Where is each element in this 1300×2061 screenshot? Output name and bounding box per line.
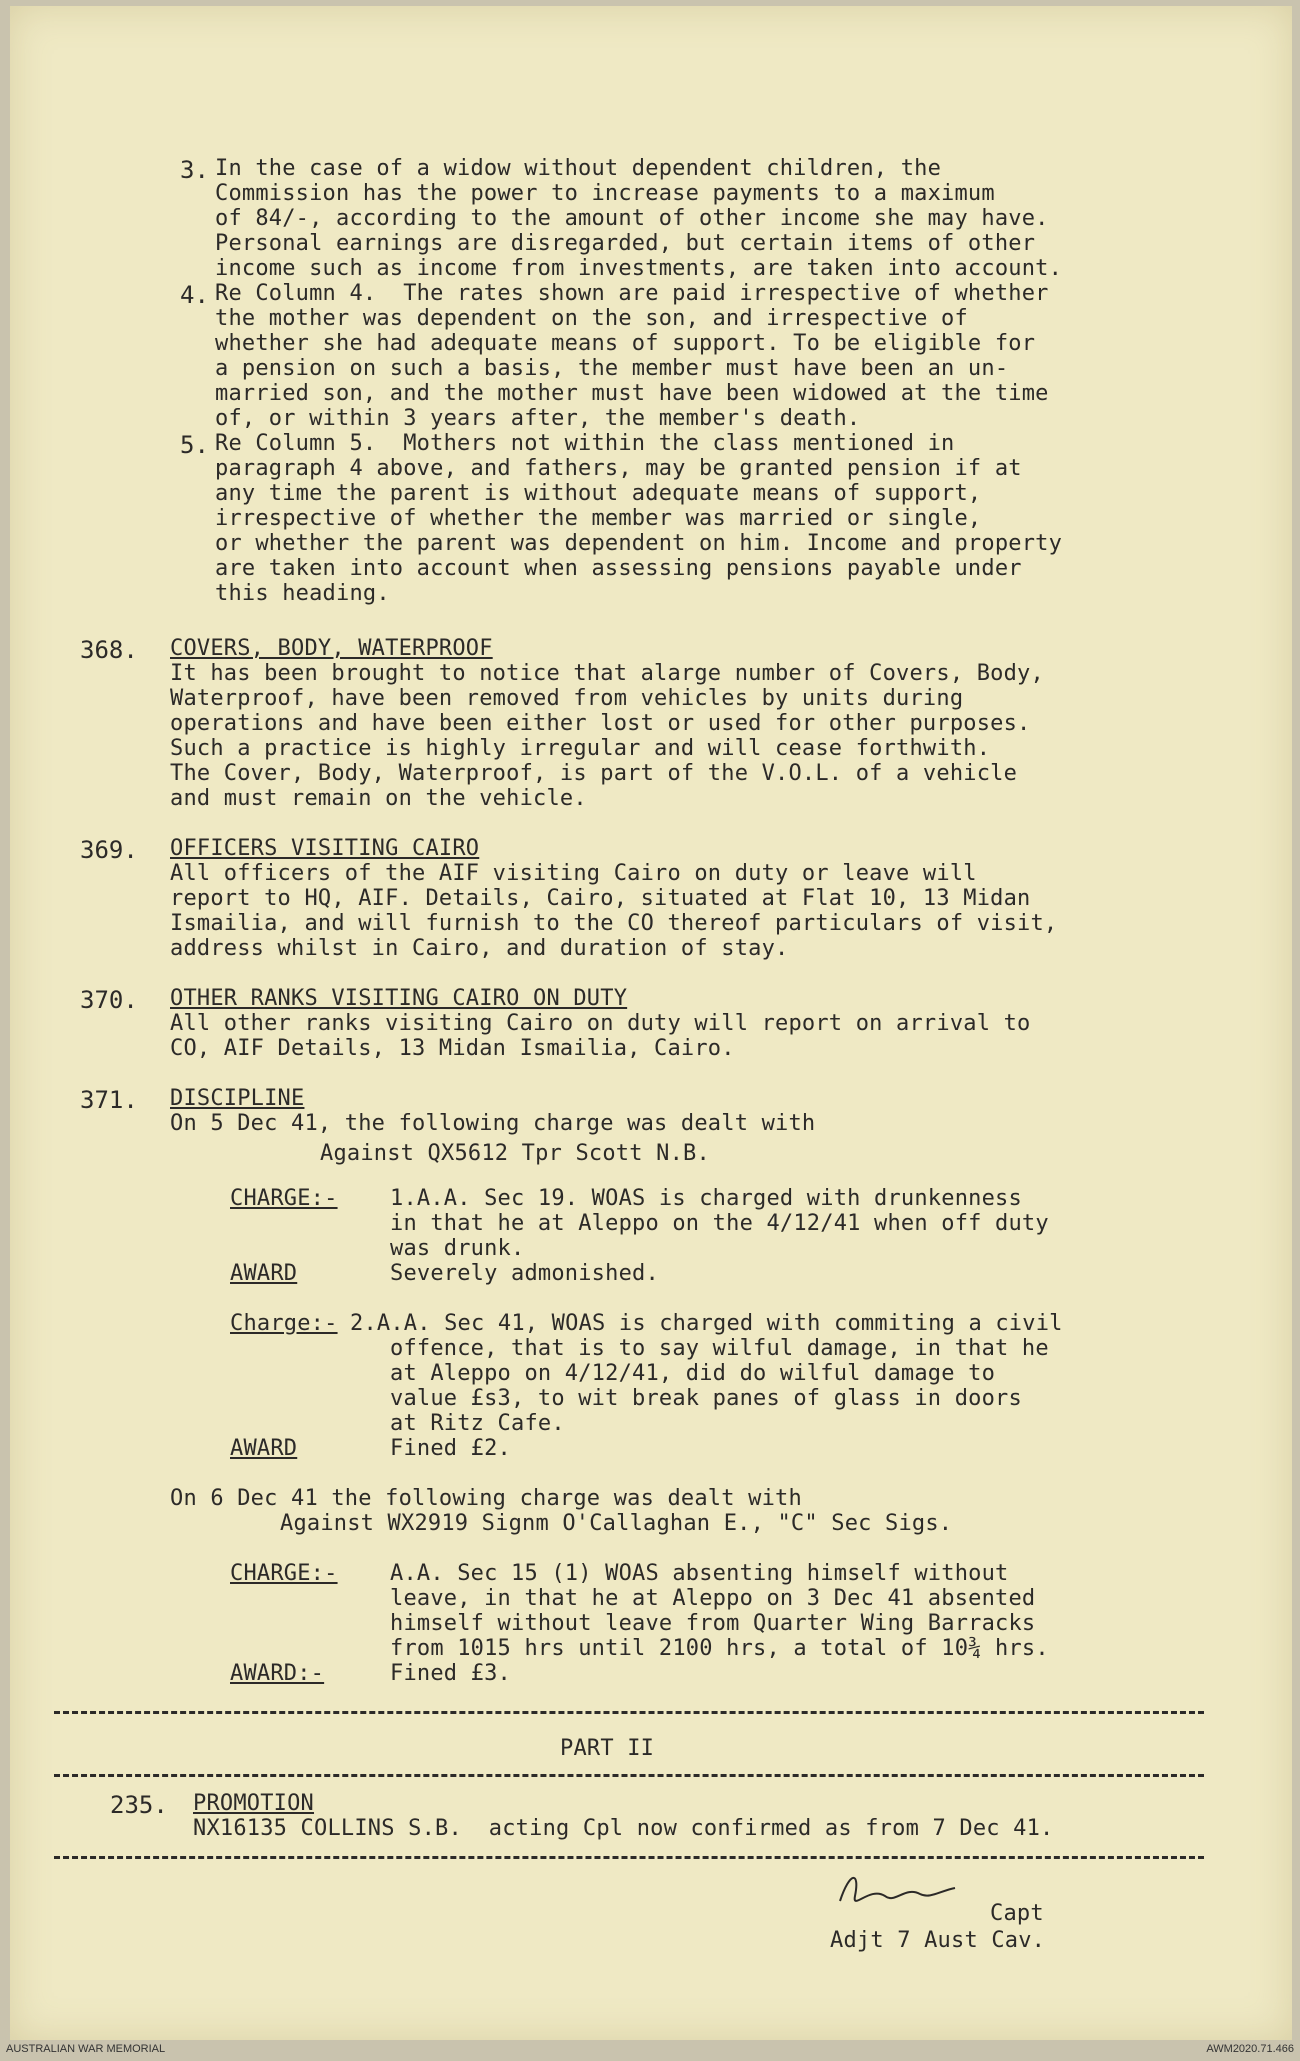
charge-line: at Aleppo on 4/12/41, did do wilful damage to	[390, 1361, 996, 1386]
award-text: Fined £3.	[390, 1661, 512, 1686]
section-368-line: It has been brought to notice that alarge number of Covers, Body,	[170, 661, 1044, 686]
charge-line: value £s3, to wit break panes of glass in doors	[390, 1386, 1022, 1411]
discipline-against: Against WX2919 Signm O'Callaghan E., "C" Sec Sigs.	[280, 1511, 953, 1536]
award-label: AWARD	[230, 1436, 298, 1461]
charge-line: himself without leave from Quarter Wing Barracks	[390, 1611, 1036, 1636]
note-5-line: paragraph 4 above, and fathers, may be granted pension if at	[215, 456, 1022, 481]
section-370-line: CO, AIF Details, 13 Midan Ismailia, Cairo.	[170, 1036, 735, 1061]
charge-label: CHARGE:-	[230, 1561, 338, 1586]
section-369-number: 369.	[80, 836, 138, 864]
section-368-line: operations and have been either lost or used for other purposes.	[170, 711, 1031, 736]
section-371-heading: DISCIPLINE	[170, 1086, 305, 1111]
note-3-line: income such as income from investments, are taken into account.	[215, 256, 1063, 281]
section-368-line: Such a practice is highly irregular and will cease forthwith.	[170, 736, 991, 761]
award-text: Severely admonished.	[390, 1261, 659, 1286]
discipline-intro: On 5 Dec 41, the following charge was dealt with	[170, 1111, 816, 1136]
section-368-heading: COVERS, BODY, WATERPROOF	[170, 636, 493, 661]
section-369-line: report to HQ, AIF. Details, Cairo, situated at Flat 10, 13 Midan	[170, 886, 1031, 911]
part-ii-title: PART II	[560, 1736, 655, 1761]
section-368-line: The Cover, Body, Waterproof, is part of the V.O.L. of a vehicle	[170, 761, 1018, 786]
note-4-line: whether she had adequate means of support. To be eligible for	[215, 331, 1036, 356]
footer-left: AUSTRALIAN WAR MEMORIAL	[6, 2043, 166, 2055]
section-371-number: 371.	[80, 1086, 138, 1114]
charge-line: leave, in that he at Aleppo on 3 Dec 41 absented	[390, 1586, 1036, 1611]
note-4-line: the mother was dependent on the son, and irrespective of	[215, 306, 968, 331]
section-368-line: Waterproof, have been removed from vehicles by units during	[170, 686, 964, 711]
discipline-intro: On 6 Dec 41 the following charge was dealt with	[170, 1486, 802, 1511]
note-5-line: are taken into account when assessing pensions payable under	[215, 556, 1022, 581]
note-4-line: of, or within 3 years after, the member's death.	[215, 406, 861, 431]
charge-line: A.A. Sec 15 (1) WOAS absenting himself without	[390, 1561, 1009, 1586]
note-3-line: Personal earnings are disregarded, but certain items of other	[215, 231, 1036, 256]
note-3-line: of 84/-, according to the amount of other income she may have.	[215, 206, 1049, 231]
charge-line: 1.A.A. Sec 19. WOAS is charged with drunkenness	[390, 1186, 1022, 1211]
section-369-heading: OFFICERS VISITING CAIRO	[170, 836, 480, 861]
section-369-line: All officers of the AIF visiting Cairo on duty or leave will	[170, 861, 977, 886]
note-5-line: any time the parent is without adequate means of support,	[215, 481, 982, 506]
section-370-number: 370.	[80, 986, 138, 1014]
section-369-line: Ismailia, and will furnish to the CO thereof particulars of visit,	[170, 911, 1058, 936]
note-4-line: married son, and the mother must have been widowed at the time	[215, 381, 1049, 406]
section-368-number: 368.	[80, 636, 138, 664]
footer-right: AWM2020.71.466	[1206, 2043, 1294, 2055]
note-5-number: 5.	[180, 431, 209, 459]
note-3-line: Commission has the power to increase payments to a maximum	[215, 181, 995, 206]
charge-label: Charge:-	[230, 1311, 338, 1336]
section-370-line: All other ranks visiting Cairo on duty will report on arrival to	[170, 1011, 1031, 1036]
charge-line: in that he at Aleppo on the 4/12/41 when off duty	[390, 1211, 1049, 1236]
note-3-number: 3.	[180, 156, 209, 184]
discipline-against: Against QX5612 Tpr Scott N.B.	[320, 1141, 710, 1166]
note-5-line: this heading.	[215, 581, 390, 606]
note-5-line: or whether the parent was dependent on him. Income and property	[215, 531, 1063, 556]
section-370-heading: OTHER RANKS VISITING CAIRO ON DUTY	[170, 986, 628, 1011]
charge-label: CHARGE:-	[230, 1186, 338, 1211]
note-4-number: 4.	[180, 281, 209, 309]
signature-rank: Capt	[990, 1901, 1044, 1926]
charge-line: was drunk.	[390, 1236, 525, 1261]
award-label: AWARD:-	[230, 1661, 325, 1686]
note-5-line: Re Column 5. Mothers not within the class mentioned in	[215, 431, 955, 456]
divider-rule	[54, 1774, 1204, 1777]
note-3-line: In the case of a widow without dependent children, the	[215, 156, 942, 181]
section-235-number: 235.	[110, 1791, 168, 1819]
divider-rule	[54, 1711, 1204, 1714]
note-5-line: irrespective of whether the member was married or single,	[215, 506, 982, 531]
section-368-line: and must remain on the vehicle.	[170, 786, 587, 811]
section-369-line: address whilst in Cairo, and duration of stay.	[170, 936, 789, 961]
award-text: Fined £2.	[390, 1436, 512, 1461]
promotion-line: NX16135 COLLINS S.B. acting Cpl now confirmed as from 7 Dec 41.	[193, 1816, 1054, 1841]
signature-scribble	[830, 1866, 970, 1916]
charge-line: at Ritz Cafe.	[390, 1411, 565, 1436]
note-4-line: Re Column 4. The rates shown are paid irrespective of whether	[215, 281, 1049, 306]
award-label: AWARD	[230, 1261, 298, 1286]
charge-line: offence, that is to say wilful damage, in that he	[390, 1336, 1049, 1361]
divider-rule	[54, 1856, 1204, 1859]
signature-appointment: Adjt 7 Aust Cav.	[830, 1928, 1046, 1953]
charge-line: from 1015 hrs until 2100 hrs, a total of 10¾ hrs.	[390, 1636, 1049, 1661]
document-page	[10, 6, 1292, 2040]
charge-line: 2.A.A. Sec 41, WOAS is charged with commiting a civil	[350, 1311, 1063, 1336]
section-235-heading: PROMOTION	[193, 1791, 315, 1816]
note-4-line: a pension on such a basis, the member must have been an un-	[215, 356, 1009, 381]
